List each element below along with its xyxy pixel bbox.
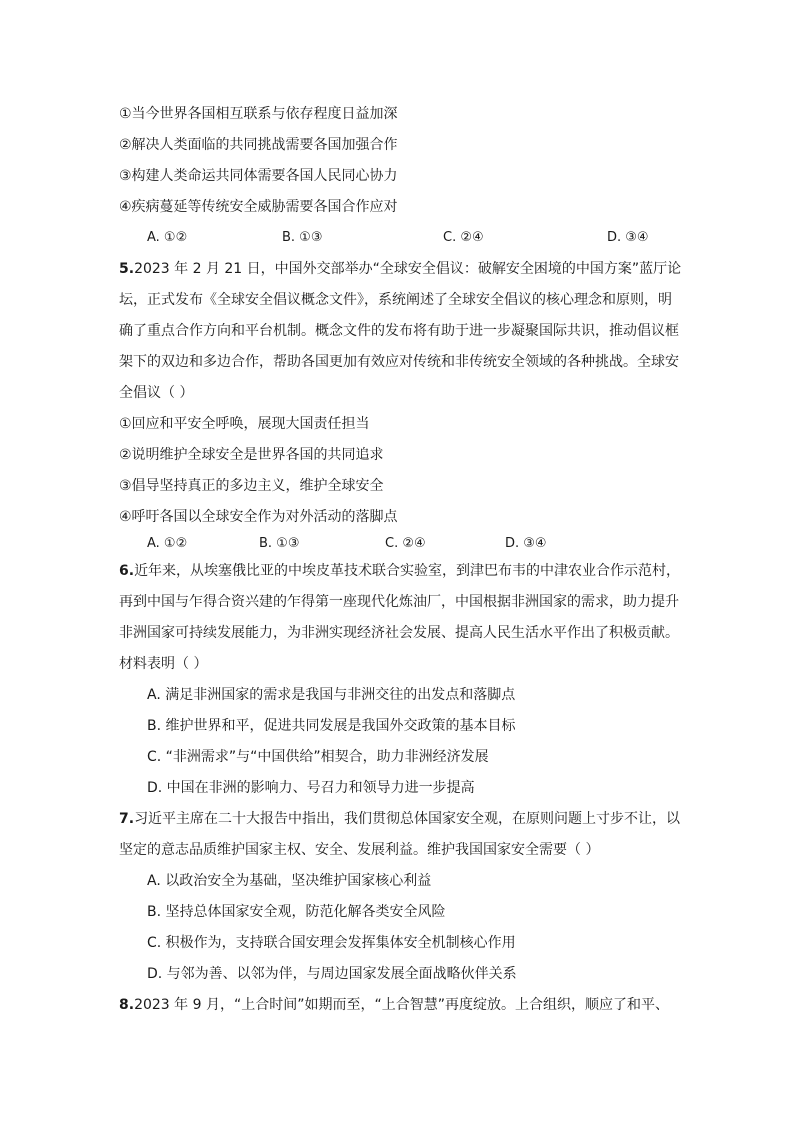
q5-statement-1: ①回应和平安全呼唤，展现大国责任担当 [119, 416, 370, 432]
q4-option-a: A. ①② [147, 230, 188, 245]
q7-option-d: D. 与邻为善、以邻为伴，与周边国家发展全面战略伙伴关系 [147, 966, 517, 982]
q5-stem-line-2: 坛，正式发布《全球安全倡议概念文件》，系统阐述了全球安全倡议的核心理念和原则，明 [119, 292, 672, 308]
q5-option-b: B. ①③ [259, 536, 300, 551]
q8-stem-text-1: 2023 年 9 月，“上合时间”如期而至，“上合智慧”再度绽放。上合组织，顺应了和平、 [134, 997, 669, 1013]
q5-stem-line-4: 架下的双边和多边合作，帮助各国更加有效应对传统和非传统安全领域的各种挑战。全球安 [119, 354, 679, 370]
q5-statement-3: ③倡导坚持真正的多边主义，维护全球安全 [119, 478, 384, 494]
q6-stem-text-1: 近年来，从埃塞俄比亚的中埃皮革技术联合实验室，到津巴布韦的中津农业合作示范村， [134, 563, 681, 579]
q7-option-a: A. 以政治安全为基础，坚决维护国家核心利益 [147, 873, 432, 889]
q4-option-c: C. ②④ [443, 230, 484, 245]
q7-number: 7. [119, 811, 135, 827]
q7-option-b: B. 坚持总体国家安全观，防范化解各类安全风险 [147, 904, 446, 920]
q6-stem-line-2: 再到中国与乍得合资兴建的乍得第一座现代化炼油厂，中国根据非洲国家的需求，助力提升 [119, 594, 679, 610]
q7-option-c: C. 积极作为，支持联合国安理会发挥集体安全机制核心作用 [147, 935, 516, 951]
q6-number: 6. [119, 563, 135, 579]
q6-option-a: A. 满足非洲国家的需求是我国与非洲交往的出发点和落脚点 [147, 687, 516, 703]
q4-option-d: D. ③④ [607, 230, 649, 245]
q7-stem-text-1: 习近平主席在二十大报告中指出，我们贯彻总体国家安全观，在原则问题上寸步不让，以 [134, 811, 681, 827]
q5-option-d: D. ③④ [505, 536, 547, 551]
q6-option-c: C. “非洲需求”与“中国供给”相契合，助力非洲经济发展 [147, 749, 489, 765]
q5-stem-line-5: 全倡议（ ） [119, 385, 194, 401]
q4-statement-2: ②解决人类面临的共同挑战需要各国加强合作 [119, 137, 398, 153]
q7-stem-line-2: 坚定的意志品质维护国家主权、安全、发展利益。维护我国国家安全需要（ ） [119, 842, 600, 858]
q6-stem-line-1 [119, 561, 680, 581]
q5-number: 5. [119, 261, 135, 277]
q5-stem-text-1: 2023 年 2 月 21 日，中国外交部举办“全球安全倡议：破解安全困境的中国方案”蓝厅论 [134, 261, 682, 277]
q5-option-c: C. ②④ [385, 536, 426, 551]
q4-option-b: B. ①③ [282, 230, 323, 245]
q4-statement-3: ③构建人类命运共同体需要各国人民同心协力 [119, 168, 398, 184]
q5-statement-4: ④呼吁各国以全球安全作为对外活动的落脚点 [119, 509, 398, 525]
q6-option-b: B. 维护世界和平，促进共同发展是我国外交政策的基本目标 [147, 718, 516, 734]
q5-option-a: A. ①② [147, 536, 188, 551]
q8-stem-line-1 [119, 995, 669, 1015]
q4-statement-1: ①当今世界各国相互联系与依存程度日益加深 [119, 106, 398, 122]
q6-stem-line-4: 材料表明（ ） [119, 656, 208, 672]
q6-stem-line-3: 非洲国家可持续发展能力，为非洲实现经济社会发展、提高人民生活水平作出了积极贡献。 [119, 625, 679, 641]
q7-stem-line-1 [119, 809, 680, 829]
q5-stem-line-1 [119, 259, 681, 279]
q4-statement-4: ④疾病蔓延等传统安全威胁需要各国合作应对 [119, 199, 398, 215]
q6-option-d: D. 中国在非洲的影响力、号召力和领导力进一步提高 [147, 780, 475, 796]
q5-statement-2: ②说明维护全球安全是世界各国的共同追求 [119, 447, 384, 463]
q5-stem-line-3: 确了重点合作方向和平台机制。概念文件的发布将有助于进一步凝聚国际共识，推动倡议框 [119, 323, 679, 339]
q8-number: 8. [119, 997, 135, 1013]
